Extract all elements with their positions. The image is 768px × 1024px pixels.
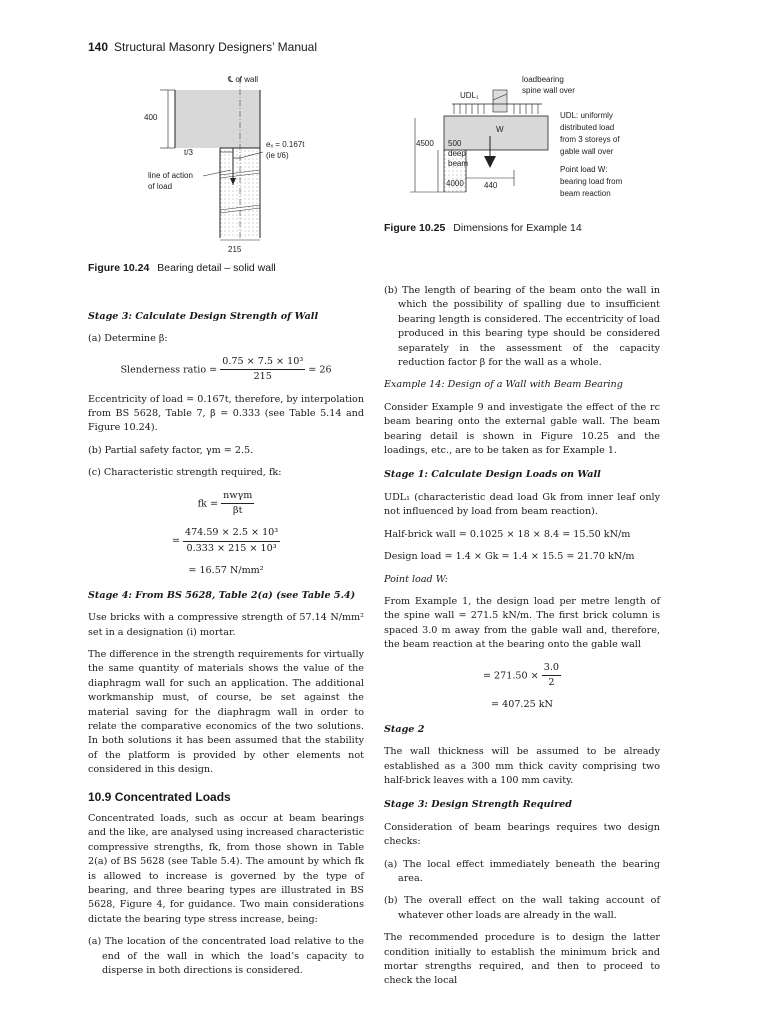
- note-udl-4: gable wall over: [560, 147, 614, 156]
- stage-1-heading: Stage 1: Calculate Design Loads on Wall: [384, 469, 601, 481]
- note-udl-3: from 3 storeys of: [560, 135, 620, 144]
- line-of-action-label-2: of load: [148, 182, 173, 191]
- figure-10-25-diagram: [408, 70, 688, 220]
- stage-4-heading: Stage 4: From BS 5628, Table 2(a) (see Table 5.4): [88, 589, 356, 601]
- slenderness-equation: Slenderness ratio = $\frac{\text{0.75 × 7.5 × 10³}}{215}$ = 26: [120, 355, 332, 383]
- difference-paragraph: The difference in the strength requirements for virtually the same quantity of materials shows the value of the diaphragm wall for such an application. The additional workmanship must, of course, be set against the material saving for the diaphragm wall in order to relate the comparative economics of the two solutions. In both solutions it has been assumed that the stability of the platform is provided by other elements not considered in this design.: [88, 648, 364, 776]
- fk-result: = 16.57 N/mm²: [188, 565, 264, 577]
- partial-safety-factor: (b) Partial safety factor, γm = 2.5.: [88, 444, 254, 456]
- note-udl-2: distributed load: [560, 123, 615, 132]
- figure-10-24-diagram: [140, 70, 370, 255]
- reaction-result: = 407.25 kN: [491, 699, 553, 711]
- reaction-equation: = 271.50 × $\frac{3.0}{2}$: [482, 661, 560, 688]
- loadbearing-label-1: loadbearing: [522, 75, 564, 84]
- figure-10-24-number: Figure 10.24: [88, 262, 150, 274]
- from-example-paragraph: From Example 1, the design load per metre length of the spine wall = 271.5 kN/m. The first brick column is spaced 3.0 m away from the gable wall and, therefore, the beam reaction at the bearing onto the gable wall: [384, 595, 660, 651]
- w-label: W: [496, 125, 504, 134]
- consideration-paragraph: Consideration of beam bearings requires two design checks:: [384, 821, 660, 848]
- left-column: [88, 300, 364, 986]
- page-number: 140: [88, 40, 109, 54]
- fk-substitution: = $\frac{\text{474.59 × 2.5 × 10³}}{\text{0.333 × 215 × 10³}}$: [171, 527, 279, 554]
- concentrated-loads-paragraph: Concentrated loads, such as occur at beam bearings and the like, are analysed using increased characteristic compressive strengths, fk, from those shown in Table 2(a) of BS 5628 (see Table 5.4). The amount by which fk is allowed to increase is governed by the type of bearing, and three bearing types are illustrated in BS 5628, Figure 4, for guidance. Two main considerations dictate the bearing type stress increase, being:: [88, 812, 364, 925]
- line-of-action-label-1: line of action: [148, 171, 193, 180]
- note-udl-1: UDL: uniformly: [560, 111, 613, 120]
- figure-10-24-caption: [88, 262, 276, 274]
- running-title: Structural Masonry Designers’ Manual: [114, 40, 317, 54]
- half-brick-line: Half-brick wall = 0.1025 × 18 × 8.4 = 15.50 kN/m: [384, 528, 631, 540]
- figure-10-24-title: Bearing detail – solid wall: [157, 262, 276, 274]
- determine-beta: (a) Determine β:: [88, 333, 168, 345]
- note-point-2: bearing load from: [560, 177, 623, 186]
- design-load-line: Design load = 1.4 × Gk = 1.4 × 15.5 = 21.70 kN/m: [384, 551, 635, 563]
- consideration-b: (b) The length of bearing of the beam onto the wall in which the possibility of spalling due to insufficient bearing length is considered. The eccentricity of load produced in this bearing type should be considered separately in the assessment of the capacity reduction factor β for the wall as a whole.: [384, 285, 660, 369]
- figure-10-25-caption: [384, 222, 582, 234]
- ex-label-2: (ie t/6): [266, 151, 289, 160]
- centreline-label: ℄ of wall: [228, 75, 259, 84]
- dim-215: 215: [228, 245, 242, 254]
- dim-t3: t/3: [184, 148, 193, 157]
- note-point-1: Point load W:: [560, 165, 608, 174]
- dim-400: 400: [144, 113, 158, 122]
- dim-440: 440: [484, 181, 498, 190]
- beam-depth-2: deep: [448, 149, 466, 158]
- section-10-9-heading: 10.9 Concentrated Loads: [88, 789, 231, 804]
- ex-label-1: eₓ = 0.167t: [266, 140, 305, 149]
- udl-label: UDL₁: [460, 91, 479, 100]
- recommended-paragraph: The recommended procedure is to design the latter condition initially to establish the minimum brick and mortar strengths required, and then to proceed to check the local: [384, 932, 660, 987]
- stage-2-heading: Stage 2: [384, 723, 425, 735]
- loadbearing-label-2: spine wall over: [522, 86, 575, 95]
- characteristic-strength: (c) Characteristic strength required, fk:: [88, 467, 282, 479]
- beam-depth-3: beam: [448, 159, 469, 168]
- consider-paragraph: Consider Example 9 and investigate the effect of the rc beam bearing onto the external gable wall. The beam bearing detail is shown in Figure 10.25 and the loadings, etc., are to be taken as for Example 1.: [384, 401, 660, 457]
- fk-equation: fk = $\frac{\text{nwγm}}{\beta t}$: [197, 489, 253, 517]
- right-column: [384, 284, 660, 997]
- udl-paragraph: UDL₁ (characteristic dead load Gk from inner leaf only not influenced by load from beam reaction).: [384, 491, 660, 518]
- check-b: (b) The overall effect on the wall taking account of whatever other loads are already in the wall.: [384, 895, 660, 921]
- example-14-heading: Example 14: Design of a Wall with Beam Bearing: [384, 379, 623, 391]
- dim-4500: 4500: [416, 139, 434, 148]
- check-a: (a) The local effect immediately beneath the bearing area.: [384, 858, 660, 884]
- bricks-paragraph: Use bricks with a compressive strength of 57.14 N/mm² set in a designation (i) mortar.: [88, 612, 364, 638]
- note-point-3: beam reaction: [560, 189, 611, 198]
- stage-3-heading: Stage 3: Calculate Design Strength of Wall: [88, 311, 319, 322]
- beam-depth-1: 500: [448, 139, 462, 148]
- point-load-label: Point load W:: [384, 573, 449, 585]
- figure-10-25-number: Figure 10.25: [384, 222, 446, 234]
- eccentricity-paragraph: Eccentricity of load = 0.167t, therefore, by interpolation from BS 5628, Table 7, β = 0.333 (see Table 5.14 and Figure 10.24).: [88, 393, 364, 434]
- wall-thickness-paragraph: The wall thickness will be assumed to be already established as a 300 mm thick cavity comprising two half-brick leaves with a 100 mm cavity.: [384, 746, 660, 786]
- figure-10-25-title: Dimensions for Example 14: [453, 222, 582, 234]
- dim-4000: 4000: [446, 179, 464, 188]
- running-header: [88, 40, 317, 54]
- consideration-a: (a) The location of the concentrated load relative to the end of the wall in which the load’s capacity to disperse in both directions is considered.: [88, 936, 364, 977]
- stage-3-design-heading: Stage 3: Design Strength Required: [384, 799, 572, 811]
